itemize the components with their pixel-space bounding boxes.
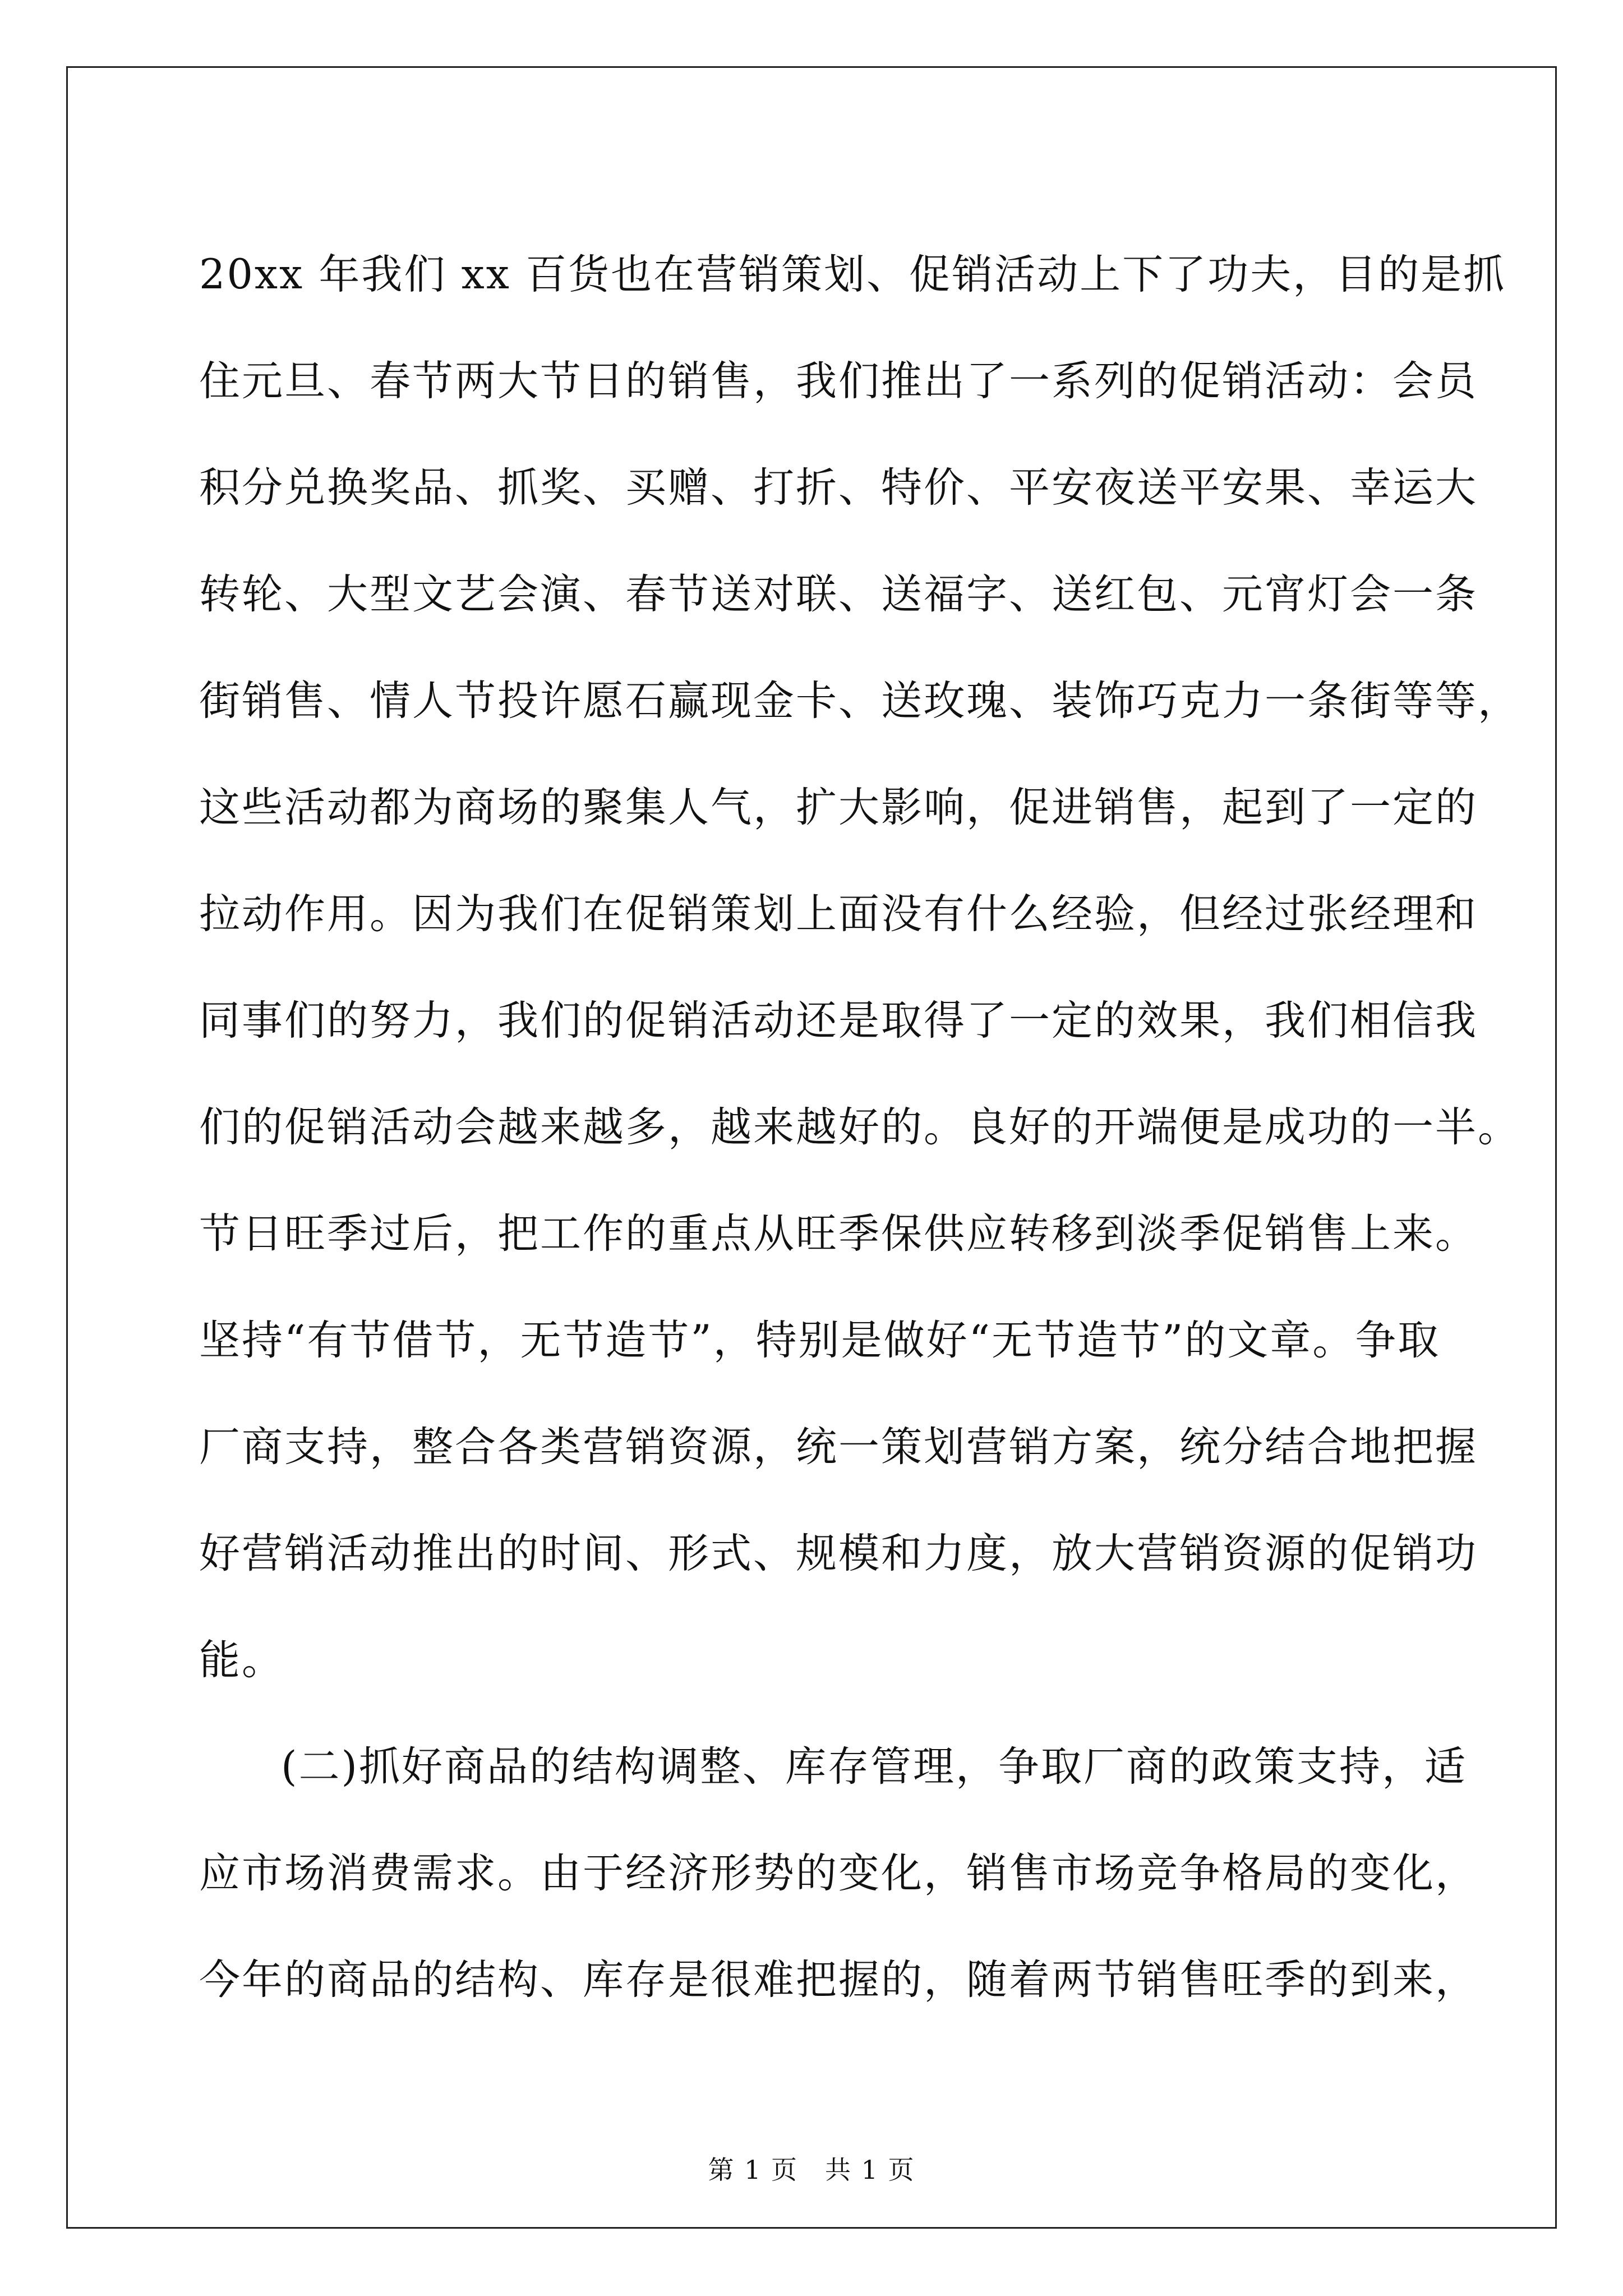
body-line: 同事们的努力，我们的促销活动还是取得了一定的效果，我们相信我 [199, 997, 1478, 1045]
body-line: 积分兑换奖品、抓奖、买赠、打折、特价、平安夜送平安果、幸运大 [199, 464, 1478, 512]
body-line: 厂商支持，整合各类营销资源，统一策划营销方案，统分结合地把握 [199, 1423, 1478, 1471]
body-line-paragraph-start: (二)抓好商品的结构调整、库存管理，争取厂商的政策支持，适 [281, 1743, 1467, 1791]
body-line: 转轮、大型文艺会演、春节送对联、送福字、送红包、元宵灯会一条 [199, 570, 1478, 618]
page-number-footer: 第 1 页 共 1 页 [708, 2155, 915, 2185]
body-line: 拉动作用。因为我们在促销策划上面没有什么经验，但经过张经理和 [199, 890, 1478, 938]
body-line: 能。 [199, 1636, 284, 1684]
document-body [199, 222, 1520, 2033]
body-line: 住元旦、春节两大节日的销售，我们推出了一系列的促销活动：会员 [199, 357, 1478, 405]
body-line: 街销售、情人节投许愿石赢现金卡、送玫瑰、装饰巧克力一条街等等， [199, 677, 1520, 725]
body-line: 应市场消费需求。由于经济形势的变化，销售市场竞争格局的变化， [199, 1849, 1478, 1897]
body-line: 这些活动都为商场的聚集人气，扩大影响，促进销售，起到了一定的 [199, 784, 1478, 831]
body-line: 们的促销活动会越来越多，越来越好的。良好的开端便是成功的一半。 [199, 1103, 1520, 1151]
body-line: 坚持“有节借节，无节造节”，特别是做好“无节造节”的文章。争取 [199, 1317, 1441, 1364]
body-line: 节日旺季过后，把工作的重点从旺季保供应转移到淡季促销售上来。 [199, 1210, 1478, 1258]
body-line: 今年的商品的结构、库存是很难把握的，随着两节销售旺季的到来， [199, 1956, 1478, 2004]
body-line: 好营销活动推出的时间、形式、规模和力度，放大营销资源的促销功 [199, 1530, 1478, 1577]
body-line: 20xx 年我们 xx 百货也在营销策划、促销活动上下了功夫，目的是抓 [199, 251, 1506, 298]
